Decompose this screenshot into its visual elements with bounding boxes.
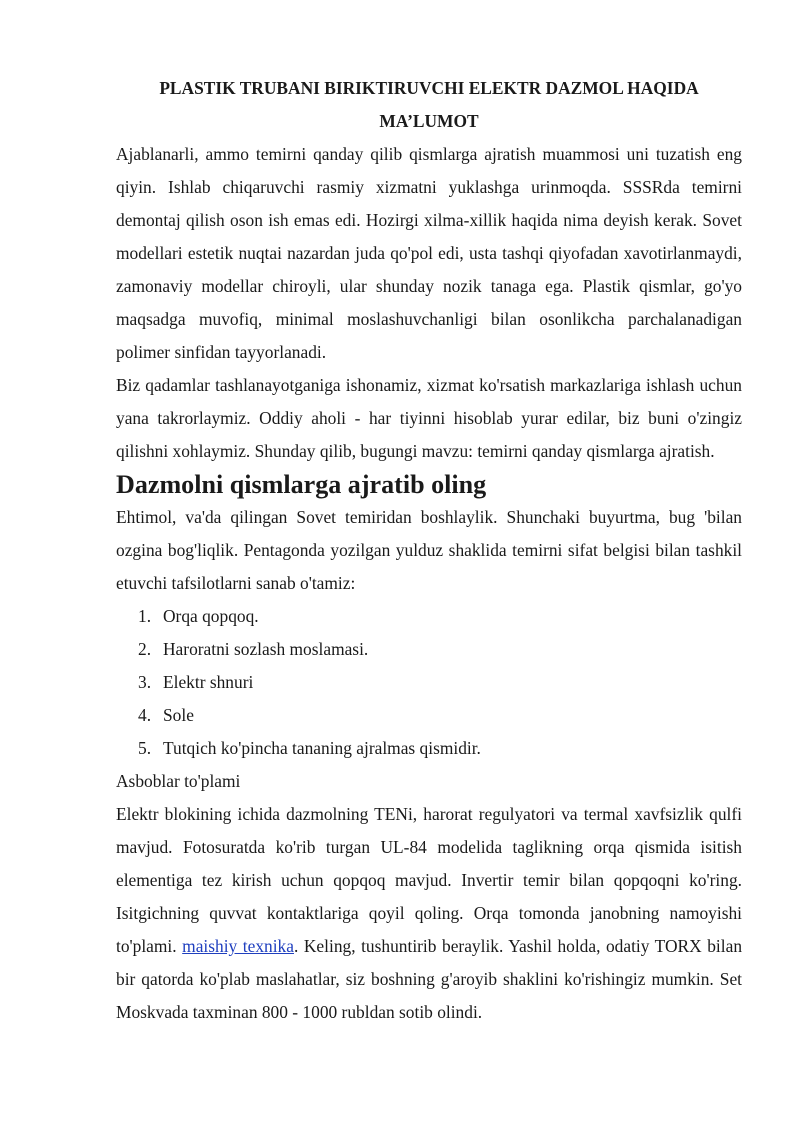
list-text: Haroratni sozlash moslamasi. (163, 639, 369, 659)
list-text: Sole (163, 705, 194, 725)
list-number: 4. (138, 705, 152, 725)
paragraph-electric-block (116, 798, 742, 1029)
list-text: Elektr shnuri (163, 672, 254, 692)
list-item (116, 633, 742, 666)
list-item (116, 600, 742, 633)
title-line-1: PLASTIK TRUBANI BIRIKTIRUVCHI ELEKTR DAZMOL HAQIDA (159, 78, 699, 98)
list-number: 5. (138, 738, 152, 758)
paragraph-text-before-link: Elektr blokining ichida dazmolning TENi, harorat regulyatori va termal xavfsizlik qulfi mavjud. Fotosuratda ko'rib turgan UL-84 modelida taglikning orqa qismida isitish elementiga tez kirish uchun qopqoq mavjud. Invertir temir bilan qopqoqni ko'ring. Isitgichning quvvat kontaktlariga qoyil qoling. Orqa tomonda janobning namoyishi to'plami. (116, 804, 742, 956)
list-item (116, 732, 742, 765)
list-number: 1. (138, 606, 152, 626)
title-line-2: MA’LUMOT (379, 111, 479, 131)
list-text: Orqa qopqoq. (163, 606, 259, 626)
section-heading: Dazmolni qismlarga ajratib oling (116, 470, 487, 499)
parts-list (116, 600, 742, 765)
list-number: 2. (138, 639, 152, 659)
list-item (116, 666, 742, 699)
tools-label: Asboblar to'plami (116, 771, 241, 791)
home-appliances-link[interactable]: maishiy texnika (182, 936, 294, 956)
paragraph-service: Biz qadamlar tashlanayotganiga ishonamiz, xizmat ko'rsatish markazlariga ishlash uchun yana takrorlaymiz. Oddiy aholi - har tiyinni hisoblab yurar edilar, biz buni o'zingiz qilishni xohlaymiz. Shunday qilib, bugungi mavzu: temirni qanday qismlarga ajratish. (116, 375, 742, 461)
list-number: 3. (138, 672, 152, 692)
paragraph-text-after-link: . Keling, tushuntirib beraylik. Yashil holda, odatiy TORX bilan bir qatorda ko'plab maslahatlar, siz boshning g'aroyib shaklini ko'rishingiz mumkin. Set Moskvada taxminan 800 - 1000 rubldan sotib olindi. (116, 936, 743, 1022)
paragraph-intro: Ajablanarli, ammo temirni qanday qilib qismlarga ajratish muammosi uni tuzatish eng qiyin. Ishlab chiqaruvchi rasmiy xizmatni yuklashga urinmoqda. SSSRda temirni demontaj qilish oson ish emas edi. Hozirgi xilma-xillik haqida nima deyish kerak. Sovet modellari estetik nuqtai nazardan juda qo'pol edi, usta tashqi qiyofadan xavotirlanmaydi, zamonaviy modellar chiroyli, ular shunday nozik tanaga ega. Plastik qismlar, go'yo maqsadga muvofiq, minimal moslashuvchanligi bilan osonlikcha parchalanadigan polimer sinfidan tayyorlanadi. (116, 144, 742, 362)
document-page (116, 72, 742, 1029)
paragraph-soviet-iron: Ehtimol, va'da qilingan Sovet temiridan boshlaylik. Shunchaki buyurtma, bug 'bilan ozgina bog'liqlik. Pentagonda yozilgan yulduz shaklida temirni sifat belgisi bilan tashkil etuvchi tafsilotlarni sanab o'tamiz: (116, 507, 742, 593)
list-text: Tutqich ko'pincha tananing ajralmas qismidir. (163, 738, 481, 758)
document-title (116, 72, 742, 138)
list-item (116, 699, 742, 732)
